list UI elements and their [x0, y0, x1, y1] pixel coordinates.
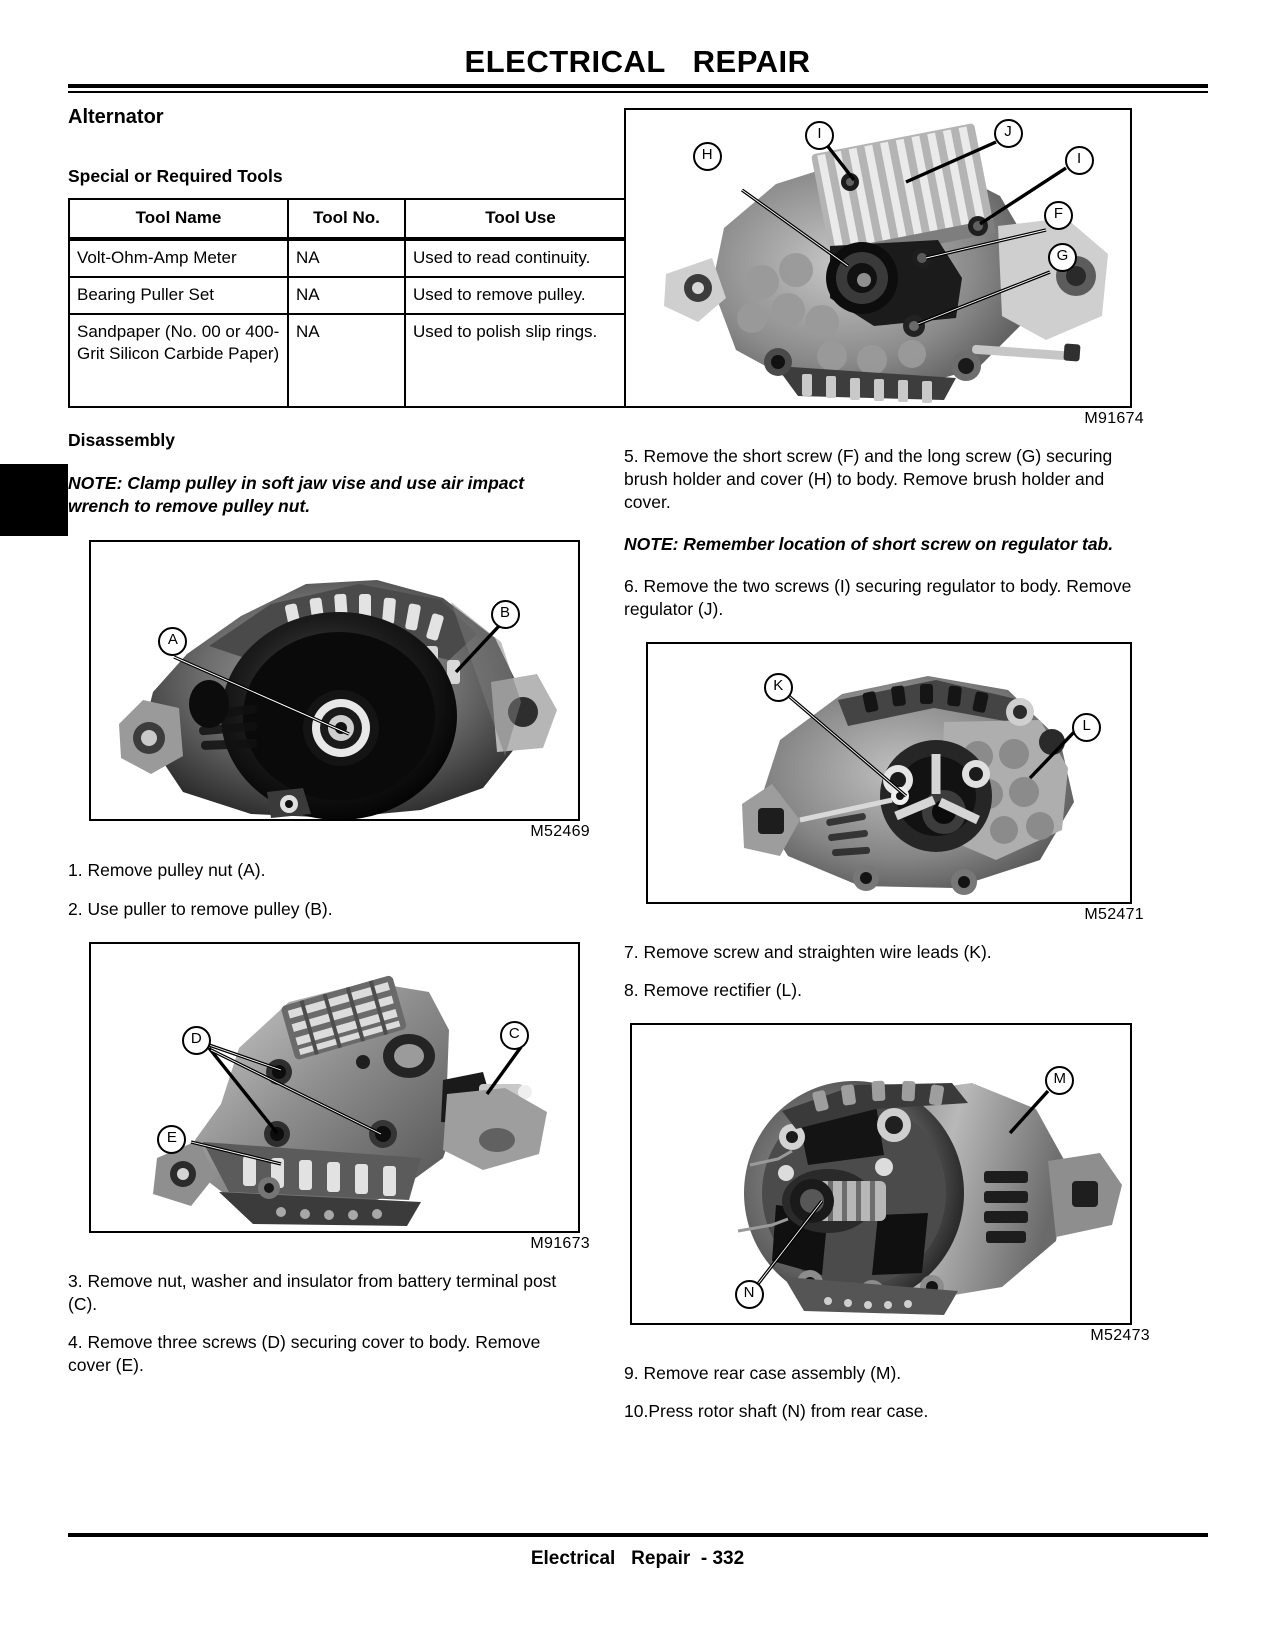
cell-tool-name: Sandpaper (No. 00 or 400-Grit Silicon Carbide Paper) — [69, 314, 288, 407]
figure-caption-m52473: M52473 — [1090, 1326, 1150, 1344]
callout-badge-f: F — [1044, 201, 1073, 230]
callout-badge-k: K — [764, 673, 793, 702]
table-row — [69, 314, 636, 407]
callout-badge-d: D — [182, 1026, 211, 1055]
figure-frame — [646, 642, 1132, 904]
step-7: 7. Remove screw and straighten wire leads (K). — [624, 941, 992, 962]
figure-caption-m91674: M91674 — [1084, 410, 1144, 427]
figure-alternator-pulley — [89, 540, 590, 841]
cell-tool-no: NA — [288, 239, 405, 277]
page-title: ELECTRICAL REPAIR — [464, 44, 811, 79]
figure-frame — [624, 108, 1132, 408]
cell-tool-use: Used to polish slip rings. — [405, 314, 636, 407]
table-row — [69, 239, 636, 277]
callout-badge-c: C — [500, 1021, 529, 1050]
right-column — [624, 100, 1150, 1423]
figure-brush-holder-regulator — [624, 108, 1144, 428]
callout-badge-a: A — [158, 627, 187, 656]
figure-rear-case-rotor — [630, 1023, 1150, 1345]
callout-badges — [626, 110, 1130, 406]
callout-badges — [91, 542, 578, 819]
callout-badge-j: J — [994, 119, 1023, 148]
header-rule-thin — [68, 91, 1208, 93]
callout-badge-m: M — [1045, 1066, 1074, 1095]
callout-badges — [648, 644, 1130, 902]
callout-badge-h: H — [693, 142, 722, 171]
figure-frame — [89, 942, 580, 1233]
cell-tool-no: NA — [288, 277, 405, 314]
cell-tool-use: Used to remove pulley. — [405, 277, 636, 314]
column-header-tool-name: Tool Name — [69, 199, 288, 239]
callout-badge-i-right: I — [1065, 146, 1094, 175]
table-row — [69, 277, 636, 314]
table-header-row — [69, 199, 636, 239]
figure-alternator-cover — [89, 942, 590, 1253]
callout-badge-l: L — [1072, 713, 1101, 742]
step-9: 9. Remove rear case assembly (M). — [624, 1362, 902, 1383]
column-header-tool-no: Tool No. — [288, 199, 405, 239]
callout-badge-i-left: I — [805, 121, 834, 150]
callout-badges — [632, 1025, 1130, 1323]
cell-tool-use: Used to read continuity. — [405, 239, 636, 277]
callout-badges — [91, 944, 578, 1231]
callout-badge-b: B — [491, 600, 520, 629]
figure-rectifier-leads — [646, 642, 1144, 924]
cell-tool-name: Volt-Ohm-Amp Meter — [69, 239, 288, 277]
step-3: 3. Remove nut, washer and insulator from battery terminal post (C). — [68, 1270, 557, 1314]
cell-tool-name: Bearing Puller Set — [69, 277, 288, 314]
step-2: 2. Use puller to remove pulley (B). — [68, 898, 333, 919]
figure-frame — [630, 1023, 1132, 1325]
section-thumb-tab — [0, 464, 68, 536]
figure-caption-m91673: M91673 — [530, 1234, 590, 1252]
note-short-screw-location: NOTE: Remember location of short screw on regulator tab. — [624, 534, 1114, 555]
special-tools-table — [68, 198, 637, 408]
callout-badge-e: E — [157, 1125, 186, 1154]
column-header-tool-use: Tool Use — [405, 199, 636, 239]
section-heading-alternator: Alternator — [68, 106, 164, 128]
step-6: 6. Remove the two screws (I) securing regulator to body. Remove regulator (J). — [624, 576, 1132, 620]
figure-caption-m52469: M52469 — [530, 823, 590, 841]
step-8: 8. Remove rectifier (L). — [624, 979, 802, 1000]
step-4: 4. Remove three screws (D) securing cover to body. Remove cover (E). — [68, 1331, 541, 1375]
figure-caption-m52471: M52471 — [1084, 905, 1144, 923]
page-header — [0, 0, 1275, 90]
note-clamp-pulley: NOTE: Clamp pulley in soft jaw vise and use air impact wrench to remove pulley nut. — [68, 473, 525, 517]
step-1: 1. Remove pulley nut (A). — [68, 860, 266, 881]
page-footer-text: Electrical Repair - 332 — [530, 1548, 745, 1569]
footer-rule — [68, 1533, 1208, 1537]
figure-frame — [89, 540, 580, 821]
header-rule-thick — [68, 84, 1208, 88]
step-5: 5. Remove the short screw (F) and the long screw (G) securing brush holder and cover (H) to body. Remove brush holder and cover. — [624, 446, 1113, 513]
callout-badge-g: G — [1048, 243, 1077, 272]
left-column — [68, 100, 598, 1377]
subheading-disassembly: Disassembly — [68, 430, 176, 451]
callout-badge-n: N — [735, 1280, 764, 1309]
step-10: 10.Press rotor shaft (N) from rear case. — [624, 1400, 929, 1421]
cell-tool-no: NA — [288, 314, 405, 407]
subheading-special-tools: Special or Required Tools — [68, 166, 283, 186]
